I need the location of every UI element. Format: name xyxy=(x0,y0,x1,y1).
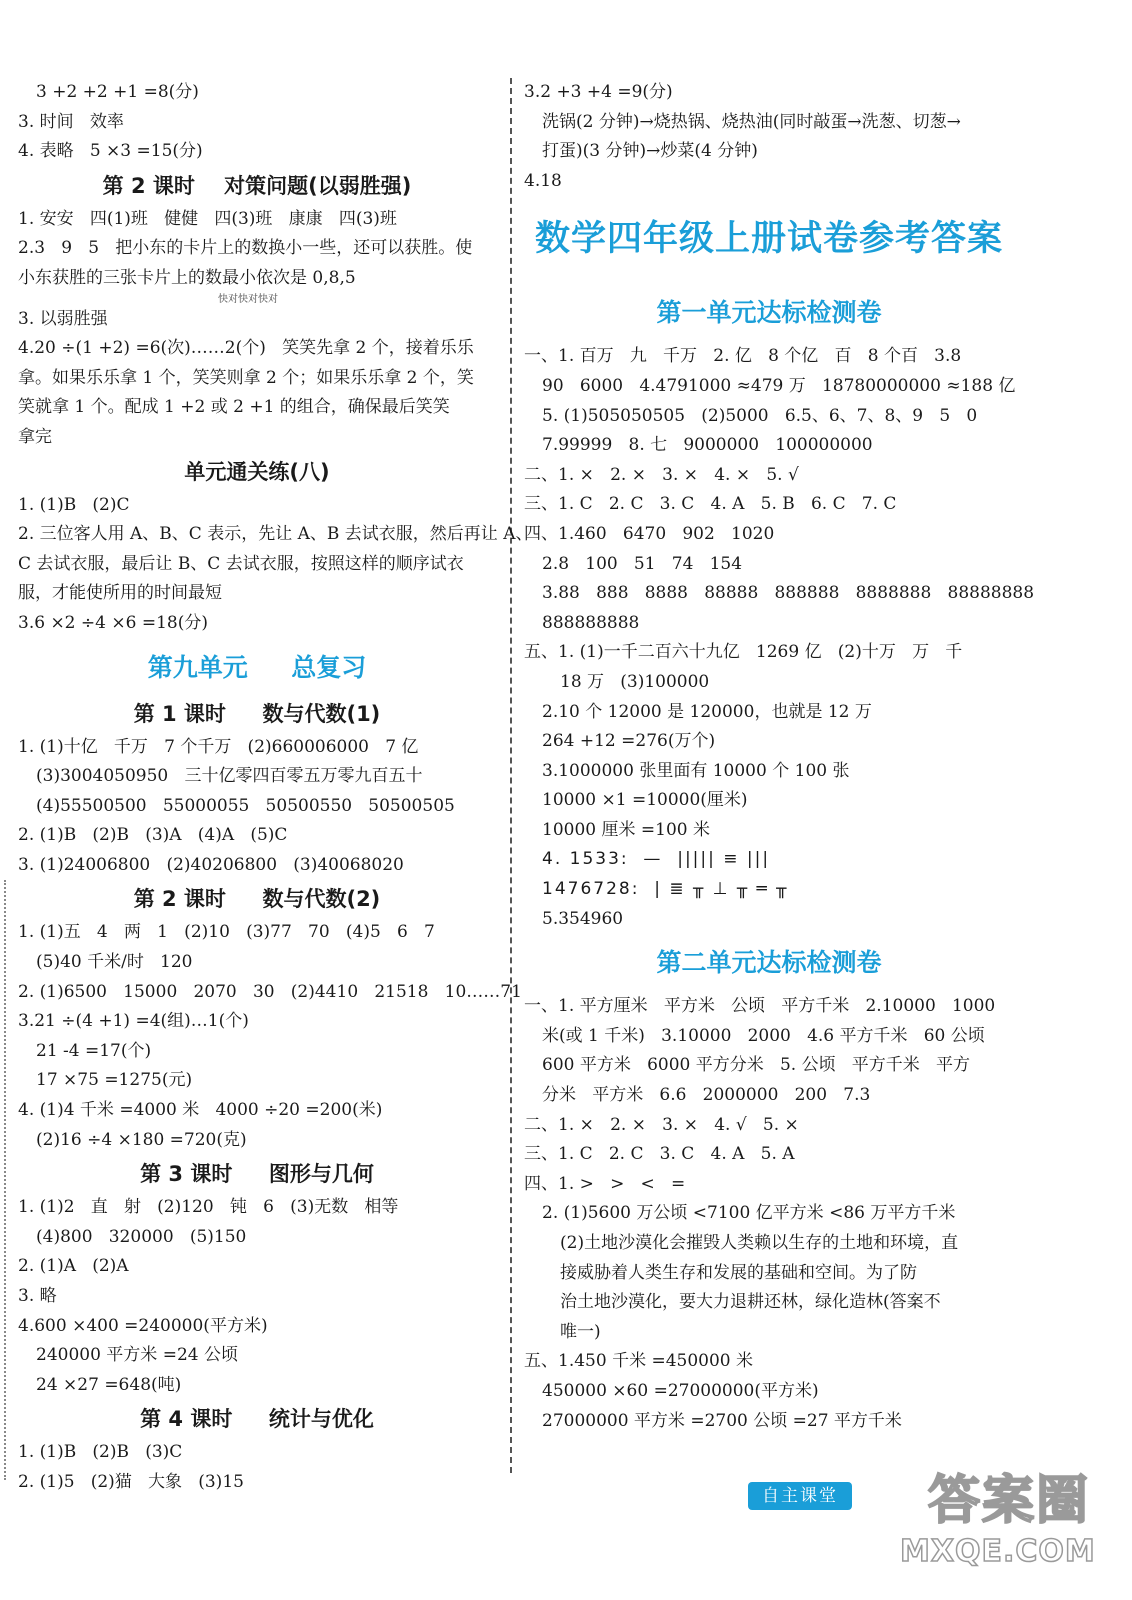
answer-line: 五、1.450 千米 =450000 米 xyxy=(524,1351,754,1372)
answer-line: 分米 平方米 6.6 2000000 200 7.3 xyxy=(542,1085,871,1106)
answer-line: 5. (1)505050505 (2)5000 6.5、6、7、8、9 5 0 xyxy=(542,405,978,426)
answer-line: 打蛋)(3 分钟)→炒菜(4 分钟) xyxy=(542,141,758,162)
answer-line: 一、1. 百万 九 千万 2. 亿 8 个亿 百 8 个百 3.8 xyxy=(524,346,962,367)
footer-badge: 自主课堂 xyxy=(748,1482,852,1510)
answer-line: 2. (1)A (2)A xyxy=(18,1256,129,1277)
answer-line: 5.354960 xyxy=(542,908,624,929)
answer-line: 三、1. C 2. C 3. C 4. A 5. A xyxy=(524,1144,795,1165)
answer-line: 600 平方米 6000 平方分米 5. 公顷 平方千米 平方 xyxy=(542,1055,970,1076)
answer-line: 27000000 平方米 =2700 公顷 =27 平方千米 xyxy=(542,1410,902,1431)
answer-line: 2.10 个 12000 是 120000，也就是 12 万 xyxy=(542,701,872,722)
answer-line: 洗锅(2 分钟)→烧热锅、烧热油(同时敲蛋→洗葱、切葱→ xyxy=(542,111,961,132)
answer-line: 450000 ×60 =27000000(平方米) xyxy=(542,1380,819,1401)
answer-line: 米(或 1 千米) 3.10000 2000 4.6 平方千米 60 公顷 xyxy=(542,1025,985,1046)
answer-line: 服，才能使所用的时间最短 xyxy=(18,583,222,604)
unit-heading: 第一单元达标检测卷 xyxy=(656,298,882,328)
watermark-bottom-text: MXQE.COM xyxy=(900,1534,1096,1569)
answer-line: 4.600 ×400 =240000(平方米) xyxy=(18,1315,268,1336)
answer-line: 1. 安安 四(1)班 健健 四(3)班 康康 四(3)班 xyxy=(18,208,397,229)
answer-line: 2. (1)6500 15000 2070 30 (2)4410 21518 10……71 xyxy=(18,981,522,1002)
rod-numeral-line: 1476728: | ≣ ╥ ⊥ ╥ ═ ╥ xyxy=(542,879,789,900)
answer-line: 笑就拿 1 个。配成 1 +2 或 2 +1 的组合，确保最后笑笑 xyxy=(18,397,450,418)
answer-line: 2. (1)5 (2)猫 大象 (3)15 xyxy=(18,1471,244,1492)
answer-line: 240000 平方米 =24 公顷 xyxy=(36,1345,238,1366)
answer-line: 二、1. × 2. × 3. × 4. × 5. √ xyxy=(524,464,799,485)
answer-line: (2)16 ÷4 ×180 =720(克) xyxy=(36,1129,247,1150)
lesson-heading: 第 2 课时 对策问题(以弱胜强) xyxy=(102,173,412,198)
answer-line: 3.21 ÷(4 +1) =4(组)…1(个) xyxy=(18,1011,249,1032)
answer-line: 888888888 xyxy=(542,612,640,633)
answer-line: 1. (1)2 直 射 (2)120 钝 6 (3)无数 相等 xyxy=(18,1197,399,1218)
lesson-heading: 第 1 课时 数与代数(1) xyxy=(133,701,381,726)
answer-line: 3. (1)24006800 (2)40206800 (3)40068020 xyxy=(18,854,404,875)
answer-line: 4.20 ÷(1 +2) =6(次)……2(个) 笑笑先拿 2 个，接着乐乐 xyxy=(18,338,474,359)
stamp-note: 快对快对快对 xyxy=(218,293,278,305)
answer-line: 3. 略 xyxy=(18,1286,57,1306)
answer-line: 拿完 xyxy=(18,426,52,447)
answer-line: 3.2 +3 +4 =9(分) xyxy=(524,82,673,102)
answer-line: 3.1000000 张里面有 10000 个 100 张 xyxy=(542,760,850,781)
answer-line: 一、1. 平方厘米 平方米 公顷 平方千米 2.10000 1000 xyxy=(524,996,996,1017)
rod-numeral-line: 4. 1533: — ||||| ≡ ||| xyxy=(542,849,771,870)
unit-heading: 第九单元 总复习 xyxy=(147,652,367,682)
left-column xyxy=(18,78,533,1498)
answer-line: (4)800 320000 (5)150 xyxy=(36,1226,247,1247)
answer-line: 3 +2 +2 +1 =8(分) xyxy=(36,82,199,102)
answer-line: 21 -4 =17(个) xyxy=(36,1040,152,1061)
answer-line: (5)40 千米/时 120 xyxy=(36,952,193,973)
answer-line: 1. (1)B (2)C xyxy=(18,494,130,515)
answer-line: 24 ×27 =648(吨) xyxy=(36,1374,182,1395)
answer-line: 17 ×75 =1275(元) xyxy=(36,1070,193,1091)
answer-line: 2.8 100 51 74 154 xyxy=(542,553,743,574)
answer-line: 2. 三位客人用 A、B、C 表示，先让 A、B 去试衣服，然后再让 A、 xyxy=(18,524,533,545)
answer-line: 治土地沙漠化，要大力退耕还林，绿化造林(答案不 xyxy=(560,1292,941,1313)
unit-heading: 第二单元达标检测卷 xyxy=(656,948,882,978)
answer-line: (2)土地沙漠化会摧毁人类赖以生存的土地和环境，直 xyxy=(560,1233,959,1253)
lesson-heading: 单元通关练(八) xyxy=(184,459,330,484)
answer-line: 264 +12 =276(万个) xyxy=(542,731,716,752)
answer-line: 10000 厘米 =100 米 xyxy=(542,819,710,840)
answer-line: 拿。如果乐乐拿 1 个，笑笑则拿 2 个；如果乐乐拿 2 个，笑 xyxy=(18,367,474,388)
lesson-heading: 第 2 课时 数与代数(2) xyxy=(133,887,381,912)
answer-line: 五、1. (1)一千二百六十九亿 1269 亿 (2)十万 万 千 xyxy=(524,642,963,663)
answer-line: 4. (1)4 千米 =4000 米 4000 ÷20 =200(米) xyxy=(18,1100,383,1121)
answer-line: 小东获胜的三张卡片上的数最小依次是 0,8,5 xyxy=(18,267,356,288)
page-title: 数学四年级上册试卷参考答案 xyxy=(534,219,1003,260)
lesson-heading: 第 3 课时 图形与几何 xyxy=(140,1162,374,1187)
answer-line: 1. (1)五 4 两 1 (2)10 (3)77 70 (4)5 6 7 xyxy=(18,922,435,943)
answer-line: 4. 表略 5 ×3 =15(分) xyxy=(18,141,203,162)
column-divider xyxy=(510,78,512,1473)
answer-line: C 去试衣服，最后让 B、C 去试衣服，按照这样的顺序试衣 xyxy=(18,553,464,574)
answer-line: 90 6000 4.4791000 ≈479 万 18780000000 ≈188 亿 xyxy=(542,375,1016,396)
binding-edge-mark xyxy=(4,880,6,1480)
answer-line: 3.88 888 8888 88888 888888 8888888 88888888 xyxy=(542,583,1035,604)
lesson-heading: 第 4 课时 统计与优化 xyxy=(140,1407,374,1432)
answer-line: 4.18 xyxy=(524,170,562,191)
answer-line: 接威胁着人类生存和发展的基础和空间。为了防 xyxy=(560,1262,917,1283)
answer-line: 18 万 (3)100000 xyxy=(560,671,710,692)
answer-line: 二、1. × 2. × 3. × 4. √ 5. × xyxy=(524,1114,799,1135)
answer-line: 四、1. > > < = xyxy=(524,1173,686,1194)
answer-line: 2.3 9 5 把小东的卡片上的数换小一些，还可以获胜。使 xyxy=(18,238,473,259)
answer-line: 2. (1)5600 万公顷 <7100 亿平方米 <86 万平方千米 xyxy=(542,1203,956,1224)
watermark-logo xyxy=(900,1470,1128,1596)
answer-line: 3. 时间 效率 xyxy=(18,111,124,132)
answer-line: 三、1. C 2. C 3. C 4. A 5. B 6. C 7. C xyxy=(524,494,897,515)
answer-line: 3.6 ×2 ÷4 ×6 =18(分) xyxy=(18,612,208,633)
answer-line: (4)55500500 55000055 50500550 50500505 xyxy=(36,795,455,816)
watermark-top-text: 答案圈 xyxy=(928,1471,1091,1531)
answer-line: 唯一) xyxy=(560,1321,601,1342)
answer-line: 10000 ×1 =10000(厘米) xyxy=(542,790,748,811)
answer-line: 2. (1)B (2)B (3)A (4)A (5)C xyxy=(18,825,288,846)
answer-line: 1. (1)B (2)B (3)C xyxy=(18,1442,183,1463)
answer-line: 7.99999 8. 七 9000000 100000000 xyxy=(542,435,873,456)
answer-line: 四、1.460 6470 902 1020 xyxy=(524,523,775,544)
answer-line: 3. 以弱胜强 xyxy=(18,308,108,329)
answer-line: (3)3004050950 三十亿零四百零五万零九百五十 xyxy=(36,766,423,787)
right-column xyxy=(524,78,1035,1436)
answer-line: 1. (1)十亿 千万 7 个千万 (2)660006000 7 亿 xyxy=(18,736,419,757)
